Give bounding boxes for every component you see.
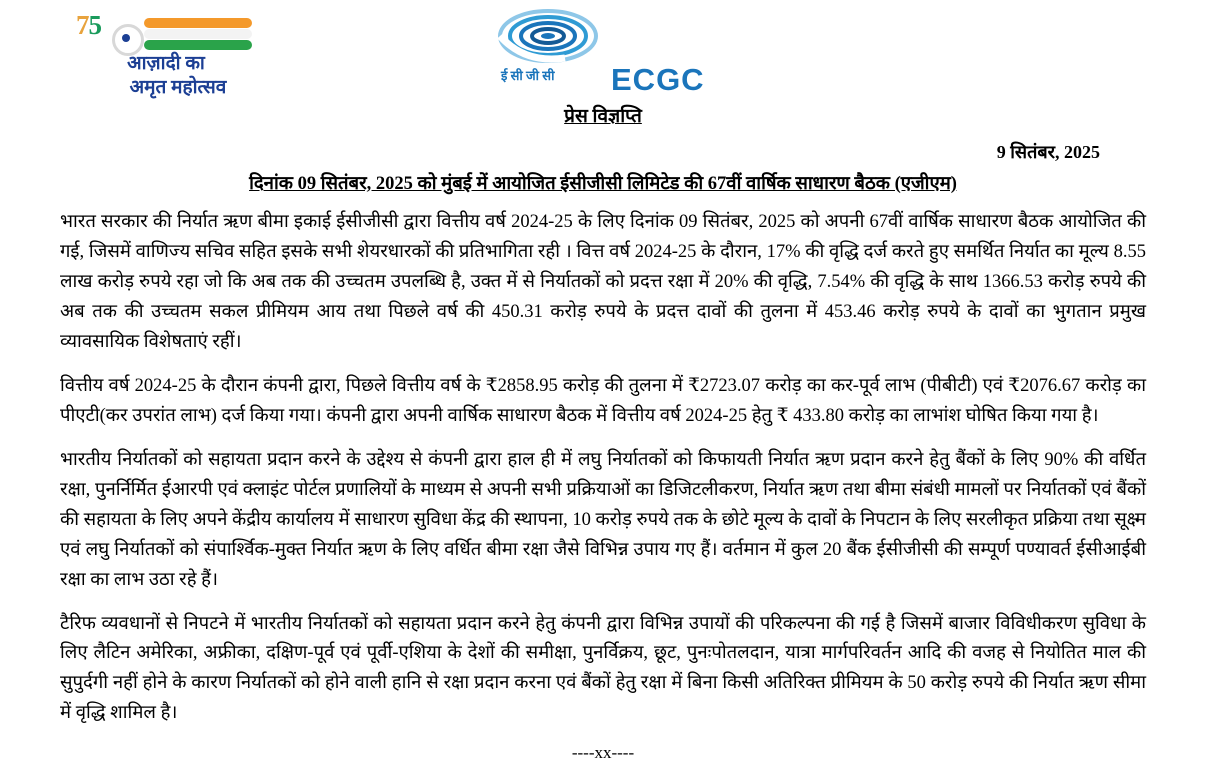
azadi-75-number: 75 xyxy=(76,10,101,40)
azadi-logo-line2: अमृत महोत्सव xyxy=(129,76,227,98)
press-release-title: प्रेस विज्ञप्ति xyxy=(564,106,642,127)
press-release-headline: दिनांक 09 सितंबर, 2025 को मुंबई में आयोजित ईसीजीसी लिमिटेड की 67वीं वार्षिक साधारण बैठक (एजीएम) xyxy=(249,174,957,194)
press-release-date: 9 सितंबर, 2025 xyxy=(996,142,1100,162)
paragraph-4: टैरिफ व्यवधानों से निपटने में भारतीय निर्यातकों को सहायता प्रदान करने हेतु कंपनी द्वारा विभिन्न उपायों की परिकल्पना की गई है जिसमें बाजार विविधीकरण सुविधा के लिए लैटिन अमेरिका, अफ्रीका, दक्षिण-पूर्व एवं पूर्वी-एशिया के देशों की समीक्षा, पुनर्विक्रय, छूट, पुनःपोतलदान, यात्रा मार्गपरिवर्तन आदि की वजह से नियोतित माल की सुपुर्दगी नहीं होने के कारण निर्यातकों को होने वाली हानि से रक्षा प्रदान करना एवं बैंकों हेतु रक्षा में बिना किसी अतिरिक्त प्रीमियम के 50 करोड़ रुपये की निर्यात ऋण सीमा में वृद्धि शामिल है। xyxy=(60,613,1146,724)
document-header xyxy=(0,0,1206,100)
document-body xyxy=(0,102,1206,763)
ecgc-logo xyxy=(495,6,705,97)
ecgc-swirl-icon xyxy=(495,6,601,66)
paragraph-3: भारतीय निर्यातकों को सहायता प्रदान करने के उद्देश्य से कंपनी द्वारा हाल ही में लघु निर्यातकों को किफायती निर्यात ऋण प्रदान करने हेतु बैंकों के लिए 90% की वर्धित रक्षा, पुनर्निर्मित ईआरपी एवं क्लाइंट पोर्टल प्रणालियों के माध्यम से अपनी सभी प्रक्रियाओं का डिजिटलीकरण, निर्यात ऋण तथा बीमा संबंधी मामलों पर निर्यातकों एवं बैंकों की सहायता के लिए अपने केंद्रीय कार्यालय में साधारण सुविधा केंद्र की स्थापना, 10 करोड़ रुपये तक के छोटे मूल्य के दावों के निपटान के लिए सरलीकृत प्रक्रिया तथा सूक्ष्म एवं लघु निर्यातकों को संपार्श्विक-मुक्त निर्यात ऋण के लिए वर्धित बीमा रक्षा जैसे विभिन्न उपाय गए हैं। वर्तमान में कुल 20 बैंक ईसीजीसी की सम्पूर्ण पण्यावर्त ईसीआईबी रक्षा का लाभ उठा रहे हैं। xyxy=(60,449,1146,590)
document-end-marker: ----xx---- xyxy=(571,743,635,763)
azadi-logo-line1: आज़ादी का xyxy=(127,53,205,74)
paragraph-1: भारत सरकार की निर्यात ऋण बीमा इकाई ईसीजीसी द्वारा वित्तीय वर्ष 2024-25 के लिए दिनांक 09 सितंबर, 2025 को अपनी 67वीं वार्षिक साधारण बैठक आयोजित की गई, जिसमें वाणिज्य सचिव सहित इसके सभी शेयरधारकों की प्रतिभागिता रही । वित्त वर्ष 2024-25 के दौरान, 17% की वृद्धि दर्ज करते हुए समर्थित निर्यात का मूल्य 8.55 लाख करोड़ रुपये रहा जो कि अब तक की उच्चतम उपलब्धि है, उक्त में से निर्यातकों को प्रदत्त रक्षा में 20% की वृद्धि, 7.54% की वृद्धि के साथ 1366.53 करोड़ रुपये की अब तक की उच्चतम सकल प्रीमियम आय तथा पिछले वर्ष की 450.31 करोड़ रुपये के प्रदत्त दावों की तुलना में 453.46 करोड़ रुपये के दावों का भुगतान प्रमुख व्यावसायिक विशेषताएं रहीं। xyxy=(60,211,1146,352)
paragraph-2: वित्तीय वर्ष 2024-25 के दौरान कंपनी द्वारा, पिछले वित्तीय वर्ष के ₹2858.95 करोड़ की तुलना में ₹2723.07 करोड़ का कर-पूर्व लाभ (पीबीटी) एवं ₹2076.67 करोड़ का पीएटी(कर उपरांत लाभ) दर्ज किया गया। कंपनी द्वारा अपनी वार्षिक साधारण बैठक में वित्तीय वर्ष 2024-25 हेतु ₹ 433.80 करोड़ का लाभांश घोषित किया गया है। xyxy=(60,375,1146,426)
indian-flag-icon xyxy=(144,18,252,52)
azadi-ka-amrit-mahotsav-logo xyxy=(72,8,252,100)
ecgc-logo-hindi-text: ई सी जी सी xyxy=(501,68,555,83)
ecgc-logo-wordmark: ECGC xyxy=(611,62,705,97)
azadi-logo-text xyxy=(78,52,254,100)
